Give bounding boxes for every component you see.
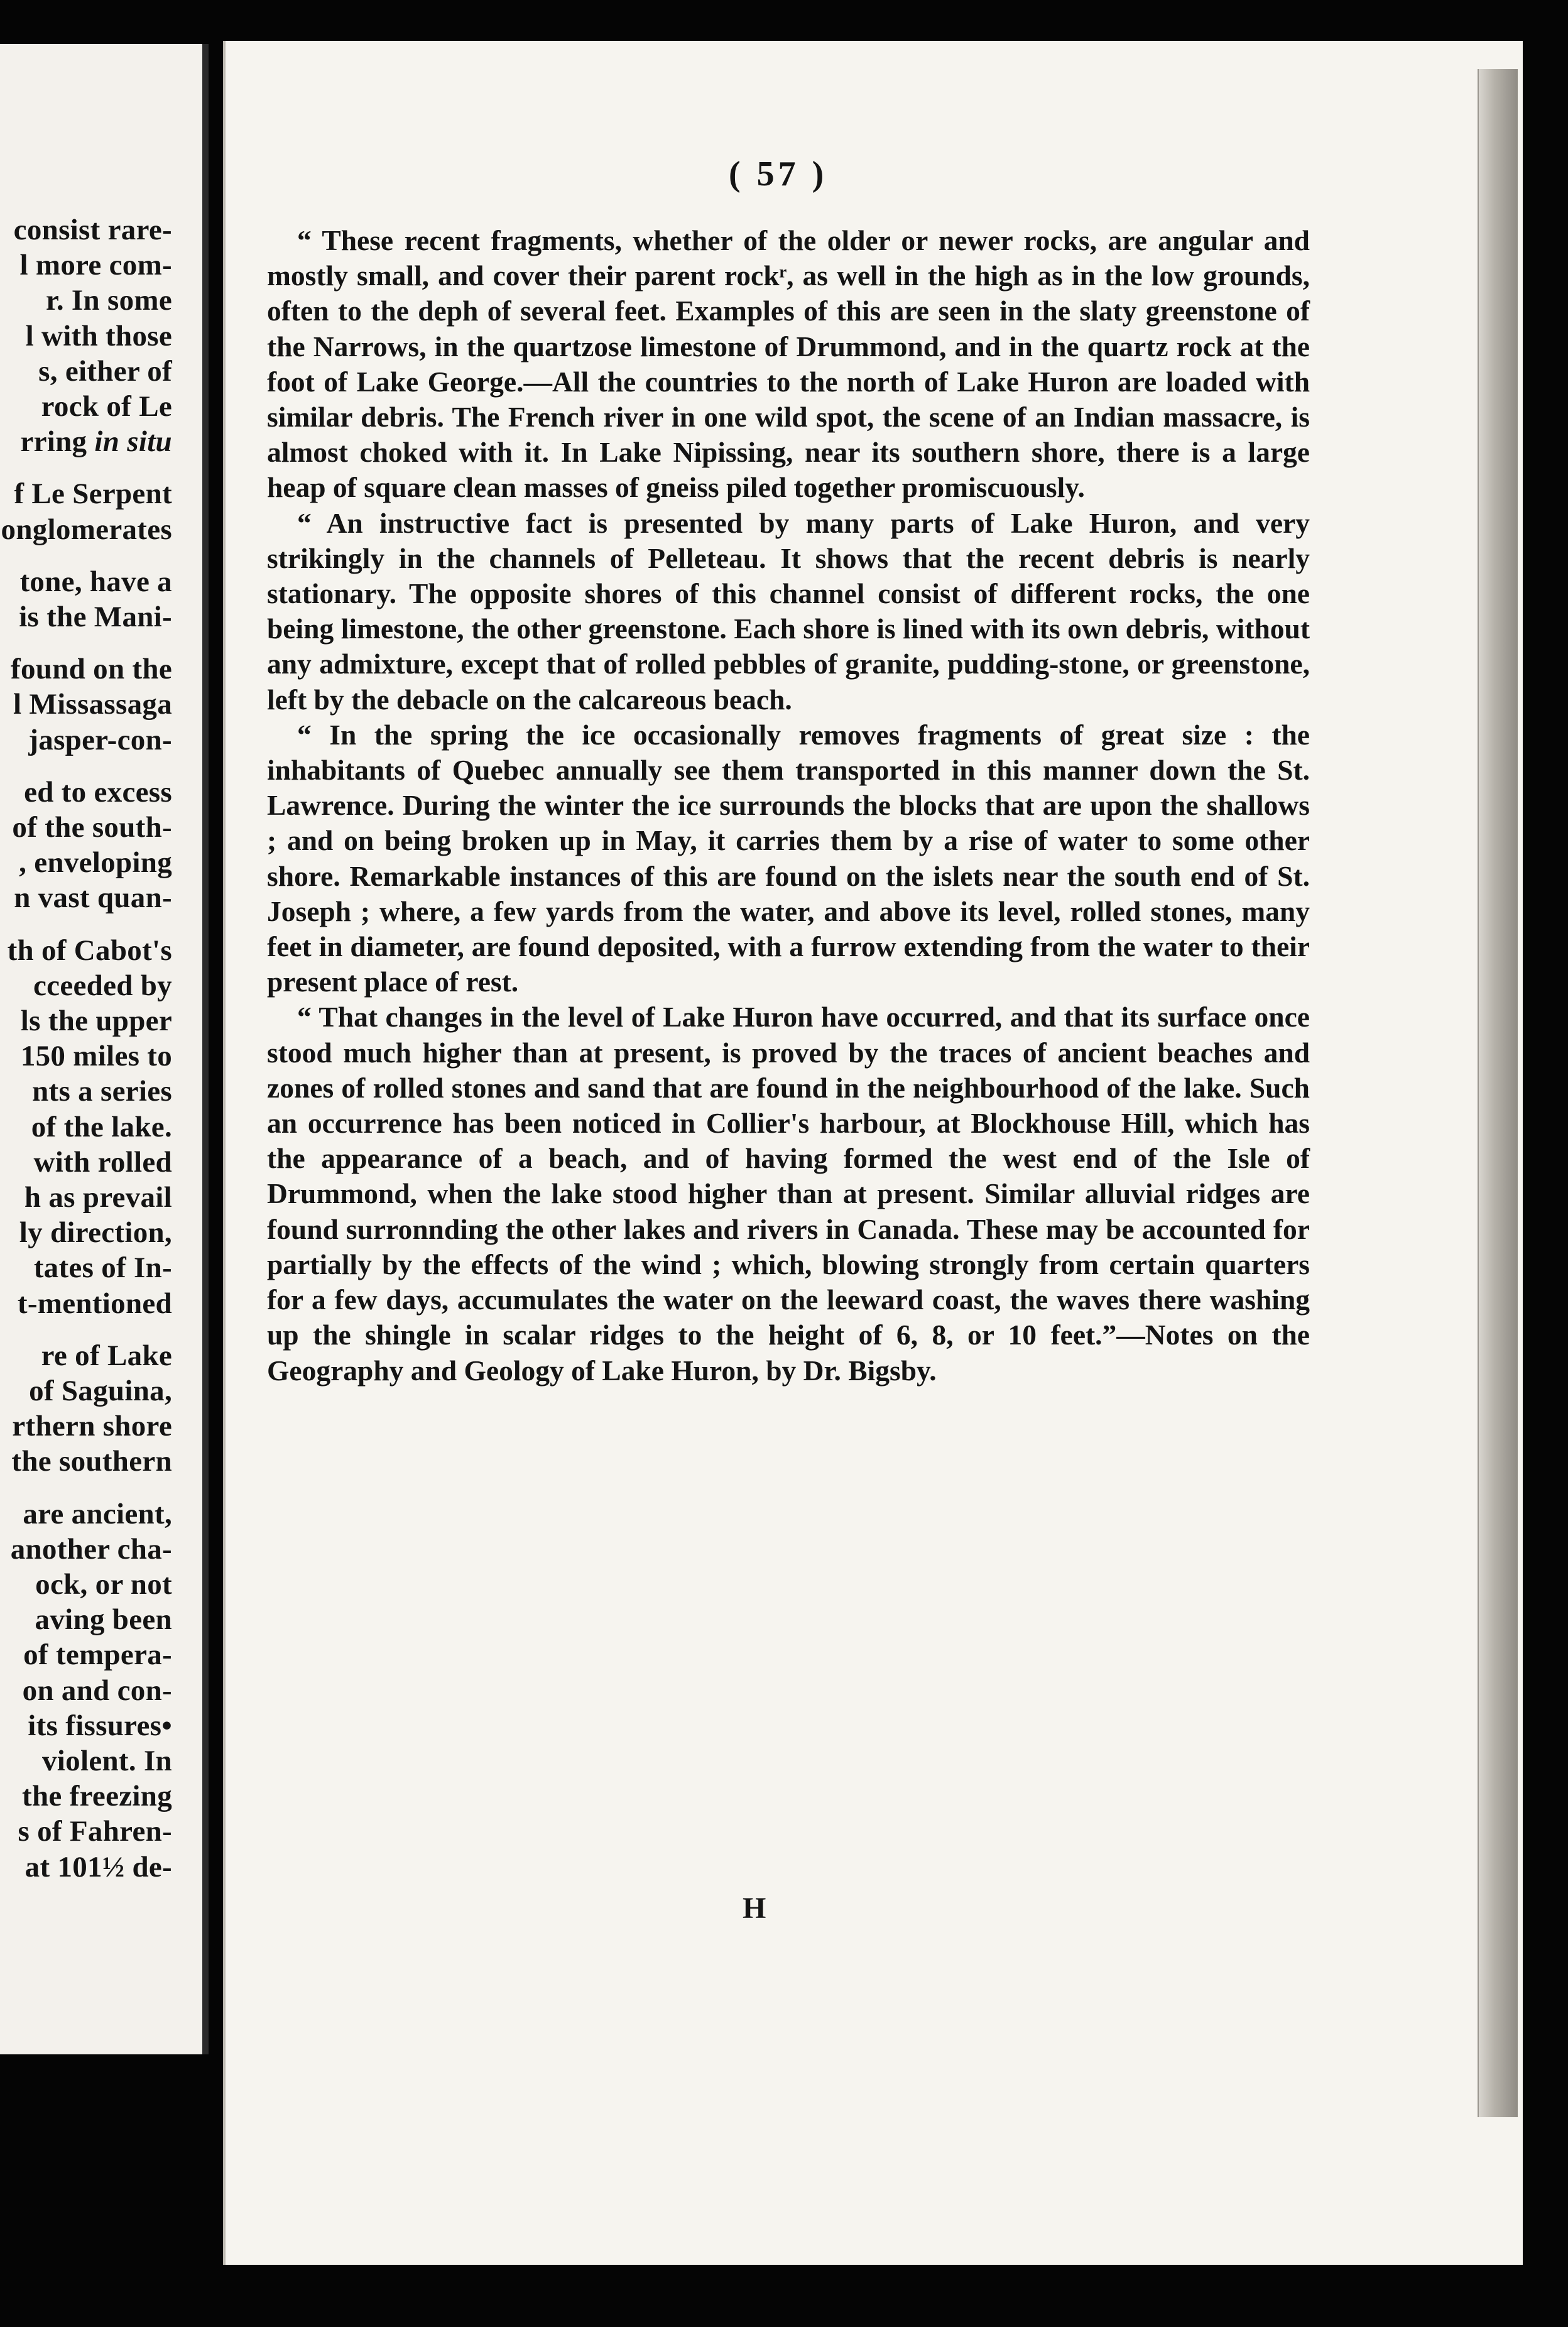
left-page-line: ls the upper — [20, 1005, 172, 1037]
left-page-line: h as prevail — [24, 1181, 172, 1214]
left-page-line: of the lake. — [31, 1110, 172, 1143]
left-page-line: s, either of — [38, 354, 172, 388]
page-number: ( 57 ) — [729, 155, 828, 193]
left-page-line: tone, have a — [19, 565, 172, 598]
left-page-line: ly direction, — [19, 1216, 172, 1250]
paragraph-3: “ In the spring the ice occasionally removes fragments of great size : the inhabitants of Quebec annually see them transported in this manner down the St. Lawrence. During the winter the ice surrounds the blocks that are upon the shallows ; and on being broken up in May, it carries them by a rise of water to some other shore. Remarkable instances of this are found on the islets near the south end of St. Joseph ; where, a few yards from the water, and above its level, rolled stones, many feet in diameter, are found deposited, with a furrow extending from the water to their present place of rest. — [267, 718, 1310, 998]
left-page-line: l Missassaga — [13, 688, 172, 721]
left-page-line: onglomerates — [1, 513, 172, 546]
left-page-line: r. In some — [45, 284, 172, 317]
left-page-line: s of Fahren- — [18, 1815, 172, 1848]
left-page-line: f Le Serpent — [14, 477, 172, 511]
left-page-line: th of Cabot's — [7, 934, 172, 967]
left-page-line: l more com- — [19, 249, 172, 282]
paragraph-4: “ That changes in the level of Lake Huron have occurred, and that its surface once stood much higher than at present, is proved by the traces of ancient beaches and zones of rolled stones and sand that are found in the neighbourhood of the lake. Such an occurrence has been noticed in Collier's harbour, at Blockhouse Hill, which has the appearance of a beach, and of having formed the west end of the Isle of Drummond, when the lake stood higher than at present. Similar alluvial ridges are found surronnding the other lakes and rivers in Canada. These may be accounted for partially by the effects of the wind ; which, blowing strongly from certain quarters for a few days, accumulates the water on the leeward coast, the waves there washing up the shingle in scalar ridges to the height of 6, 8, or 10 feet.”—Notes on the Geography and Geology of Lake Huron, by Dr. Bigsby. — [267, 1001, 1310, 1387]
left-page-line: , enveloping — [19, 846, 172, 880]
left-page-line: are ancient, — [23, 1497, 172, 1530]
left-page-line: at 101½ de- — [24, 1850, 172, 1883]
left-page-line: rock of Le — [41, 390, 172, 423]
left-page-line: of tempera- — [23, 1638, 172, 1672]
left-page-line: tates of In- — [33, 1251, 172, 1285]
left-page-line: l with those — [25, 319, 172, 352]
left-page-line: jasper-con- — [28, 723, 172, 756]
left-page-line: rthern shore — [12, 1410, 172, 1443]
left-page-line: nts a series — [32, 1075, 172, 1108]
left-page-line: ed to excess — [24, 775, 172, 809]
left-page-line: the southern — [11, 1445, 172, 1478]
left-page-line: its fissures• — [28, 1709, 172, 1742]
left-page-line: cceeded by — [33, 969, 172, 1002]
left-page-line: found on the — [11, 653, 172, 686]
left-page-line: of the south- — [12, 811, 172, 844]
signature-mark: H — [743, 1892, 766, 1925]
page-edge — [1478, 69, 1518, 2117]
left-page-fragment — [0, 44, 209, 2054]
body-text — [267, 223, 1310, 1388]
left-page-line: ock, or not — [35, 1568, 172, 1601]
left-page-line: n vast quan- — [14, 881, 172, 915]
left-page-line: t-mentioned — [17, 1287, 172, 1320]
paragraph-1: “ These recent fragments, whether of the older or newer rocks, are angular and mostly small, and cover their parent rockʳ, as well in the high as in the low grounds, often to the deph of several feet. Examples of this are seen in the slaty greenstone of the Narrows, in the quartzose limestone of Drummond, and in the quartz rock at the foot of Lake George.—All the countries to the north of Lake Huron are loaded with similar debris. The French river in one wild spot, the scene of an Indian massacre, is almost choked with it. In Lake Nipissing, near its southern shore, there is a large heap of square clean masses of gneiss piled together promiscuously. — [267, 224, 1310, 504]
left-page-line: 150 miles to — [20, 1040, 172, 1073]
paragraph-2: “ An instructive fact is presented by many parts of Lake Huron, and very strikingly in the channels of Pelleteau. It shows that the recent debris is nearly stationary. The opposite shores of this channel consist of different rocks, the one being limestone, the other greenstone. Each shore is lined with its own debris, without any admixture, except that of rolled pebbles of granite, pudding-stone, or greenstone, left by the debacle on the calcareous beach. — [267, 506, 1310, 716]
left-page-line: violent. In — [42, 1745, 172, 1777]
left-page-line: rring in situ — [20, 425, 172, 459]
left-page-line: consist rare- — [13, 214, 172, 246]
left-page-line: with rolled — [33, 1145, 172, 1179]
left-page-line: re of Lake — [41, 1339, 172, 1372]
left-page-line: of Saguina, — [29, 1375, 172, 1407]
left-page-line: the freezing — [22, 1780, 172, 1813]
left-page-line: aving been — [35, 1603, 172, 1637]
left-page-line: is the Mani- — [19, 601, 172, 633]
left-page-line: on and con- — [22, 1674, 172, 1707]
left-page-line: another cha- — [10, 1532, 172, 1566]
